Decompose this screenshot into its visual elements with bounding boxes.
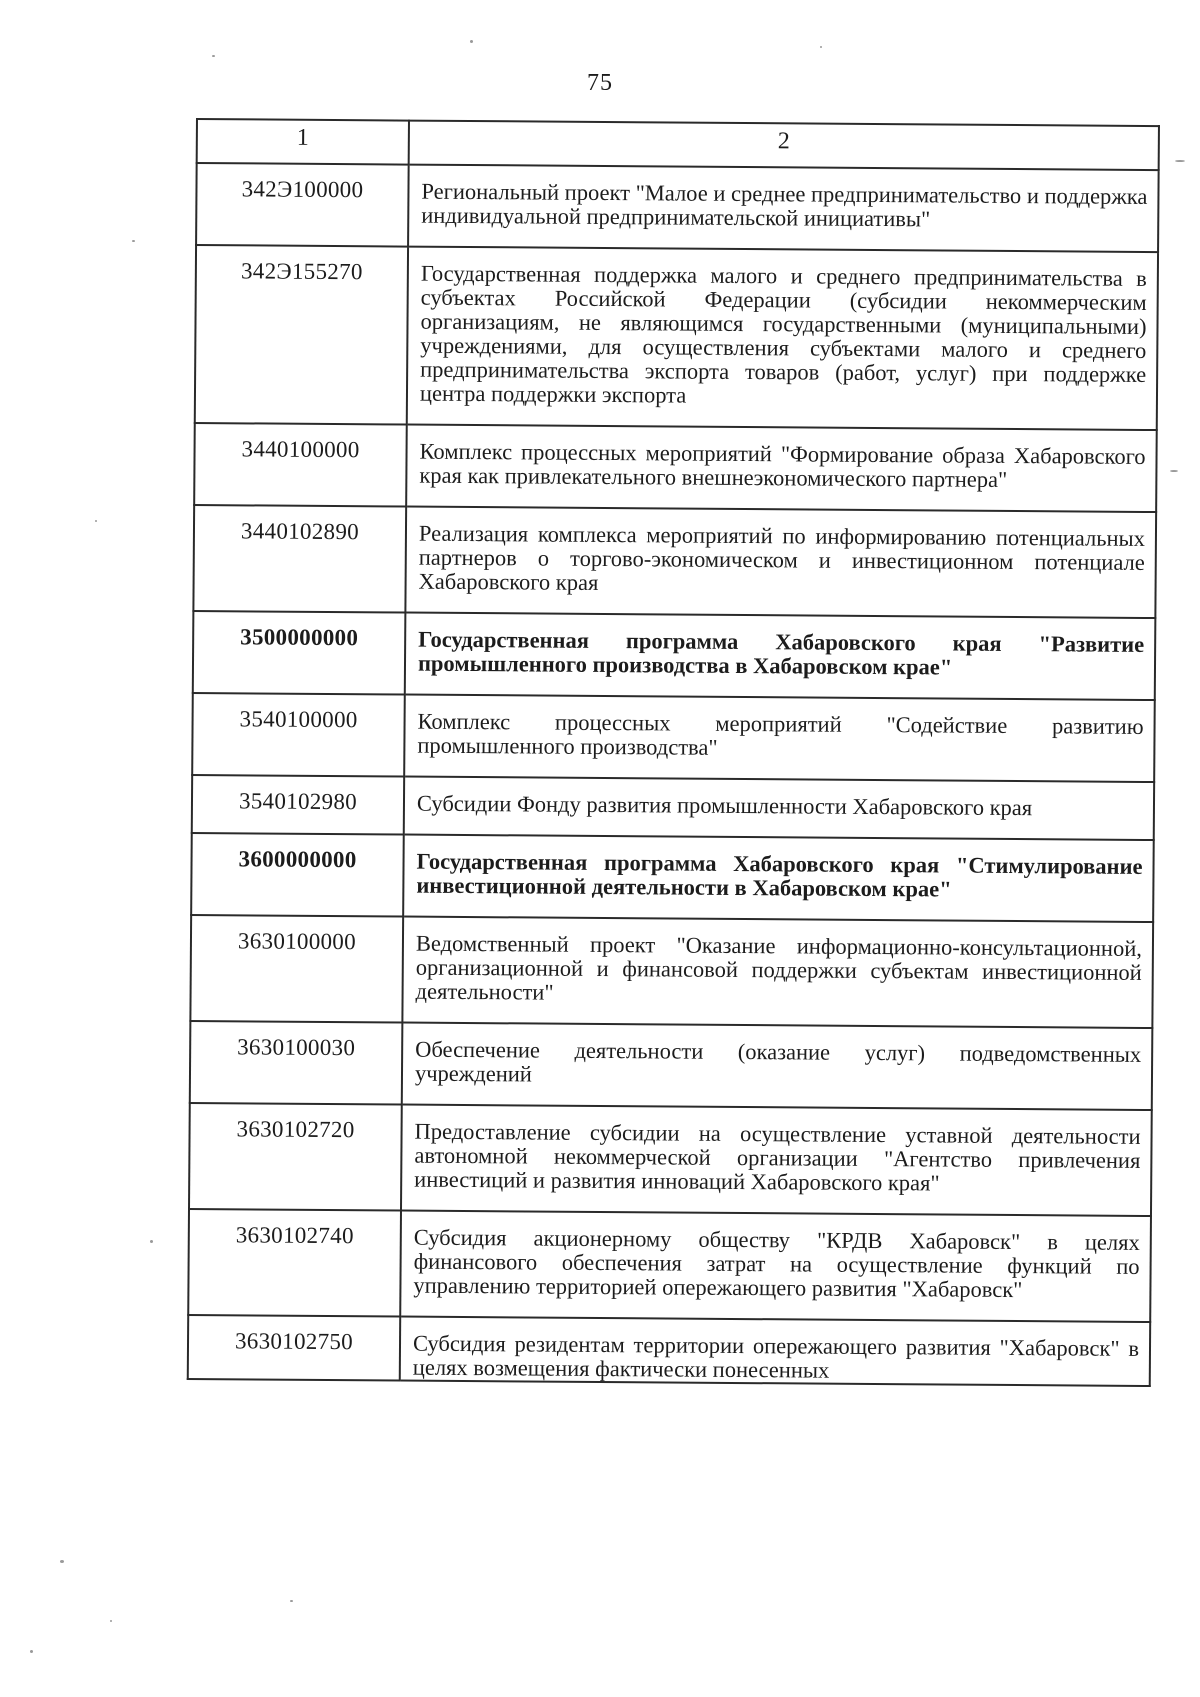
table-row (195, 245, 1158, 430)
table-row (188, 1209, 1151, 1322)
program-row (191, 833, 1154, 922)
row-code: 3540102980 (192, 775, 404, 835)
column-header-code: 1 (197, 119, 409, 165)
table-row (192, 775, 1154, 840)
table-row (189, 1103, 1152, 1216)
row-description: Предоставление субсидии на осуществление уставной деятельности автономной некоммерческой организации "Агентство привлечения инвестиций и развития инноваций Хабаровского края" (401, 1105, 1152, 1216)
row-code: 342Э155270 (195, 245, 408, 425)
table-row (190, 1021, 1153, 1110)
table-row (194, 423, 1157, 512)
row-code: 342Э100000 (196, 163, 409, 247)
table-row (190, 915, 1153, 1028)
row-code: 3440100000 (194, 423, 407, 507)
scan-speckle (150, 1240, 153, 1243)
table-header-row (197, 119, 1159, 170)
row-description: Государственная поддержка малого и среднего предпринимательства в субъектах Российской Федерации (субсидии некоммерческим организациям, не являющимся государственными (муниципальными) учреждениями, для осуществления субъектами малого и среднего предпринимательства экспорта товаров (работ, услуг) при поддержке центра поддержки экспорта (407, 247, 1158, 430)
row-description: Субсидии Фонду развития промышленности Хабаровского края (404, 777, 1154, 840)
scan-speckle (110, 1620, 112, 1622)
row-code: 3630102750 (188, 1315, 400, 1381)
scan-speckle (1175, 160, 1185, 162)
scan-speckle (470, 40, 473, 43)
row-description: Комплекс процессных мероприятий "Содействие развитию промышленного производства" (404, 695, 1155, 782)
row-description: Региональный проект "Малое и среднее предпринимательство и поддержка индивидуальной предпринимательской инициативы" (408, 165, 1159, 252)
row-code: 3630102740 (188, 1209, 401, 1317)
column-header-description: 2 (409, 121, 1159, 170)
table-row (193, 505, 1156, 618)
program-title: Государственная программа Хабаровского края "Развитие промышленного производства в Хабаровском крае" (405, 613, 1156, 700)
program-row (193, 611, 1156, 700)
row-description: Комплекс процессных мероприятий "Формирование образа Хабаровского края как привлекательного внешнеэкономического партнера" (406, 425, 1157, 512)
document-sheet (187, 118, 1158, 1387)
row-code: 3630100030 (190, 1021, 403, 1105)
scan-speckle (1170, 470, 1178, 472)
scan-speckle (212, 55, 215, 57)
row-code: 3540100000 (192, 693, 405, 777)
row-description: Ведомственный проект "Оказание информационно-консультационной, организационной и финансовой поддержки субъектам инвестиционной деятельности" (402, 917, 1153, 1028)
row-code: 3630102720 (189, 1103, 402, 1211)
scan-speckle (290, 1600, 293, 1602)
row-description: Субсидия акционерному обществу "КРДВ Хабаровск" в целях финансового обеспечения затрат на осуществление функций по управлению территорией опережающего развития "Хабаровск" (400, 1211, 1151, 1322)
scan-speckle (132, 240, 135, 242)
program-code: 3600000000 (191, 833, 404, 917)
table-row (196, 163, 1159, 252)
table-row (188, 1315, 1150, 1386)
program-code: 3500000000 (193, 611, 406, 695)
row-code: 3630100000 (190, 915, 403, 1023)
page-number: 75 (587, 70, 613, 96)
budget-code-table (187, 118, 1160, 1387)
scan-speckle (820, 46, 822, 48)
row-description: Реализация комплекса мероприятий по информированию потенциальных партнеров о торгово-экономическом и инвестиционном потенциале Хабаровского края (405, 507, 1156, 618)
row-code: 3440102890 (193, 505, 406, 613)
row-description: Субсидия резидентам территории опережающего развития "Хабаровск" в целях возмещения фактически понесенных (400, 1317, 1150, 1386)
scan-speckle (60, 1560, 64, 1563)
row-description: Обеспечение деятельности (оказание услуг) подведомственных учреждений (402, 1023, 1153, 1110)
table-row (192, 693, 1155, 782)
program-title: Государственная программа Хабаровского края "Стимулирование инвестиционной деятельности в Хабаровском крае" (403, 835, 1154, 922)
scan-speckle (95, 520, 97, 522)
scan-speckle (30, 1650, 33, 1653)
